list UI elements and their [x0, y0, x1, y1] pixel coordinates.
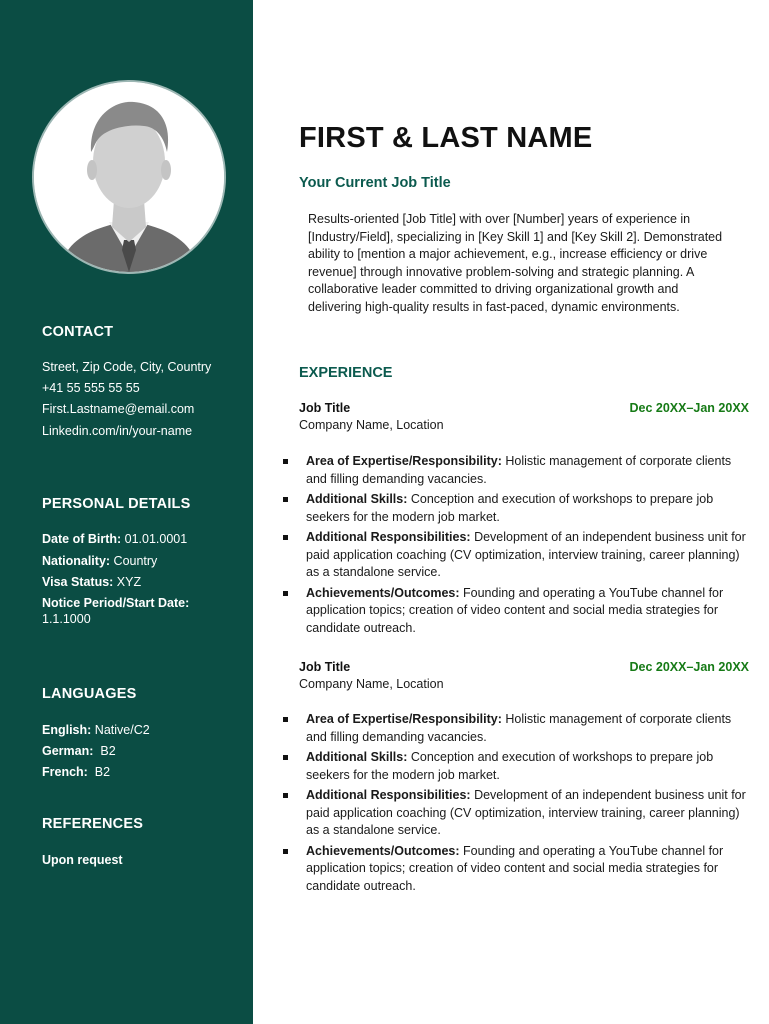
- personal-dob-value: 01.01.0001: [121, 532, 188, 546]
- bullet-label: Additional Responsibilities:: [306, 530, 471, 544]
- bullet-icon: [283, 497, 288, 502]
- contact-address: Street, Zip Code, City, Country: [42, 360, 212, 374]
- job-company: Company Name, Location: [299, 418, 444, 432]
- contact-linkedin: Linkedin.com/in/your-name: [42, 424, 193, 438]
- personal-visa: [42, 574, 242, 590]
- personal-nationality: [42, 553, 242, 569]
- personal-dob: [42, 531, 242, 547]
- sidebar: [0, 0, 253, 1024]
- bullet-icon: [283, 591, 288, 596]
- bullet-text: Holistic management of corporate clients and filling demanding vacancies.: [306, 712, 732, 744]
- language-french-value: B2: [87, 765, 111, 779]
- language-english-value: Native/C2: [91, 723, 150, 737]
- job-company: Company Name, Location: [299, 677, 444, 691]
- personal-visa-label: Visa Status:: [42, 575, 114, 589]
- bullet-text: Founding and operating a YouTube channel for application topics; creation of video content and social media strategies for candidate outreach.: [306, 585, 724, 635]
- profile-photo: [34, 82, 224, 272]
- language-german: [42, 743, 242, 759]
- list-item: [283, 585, 753, 638]
- personal-nationality-value: Country: [110, 554, 158, 568]
- bullet-icon: [283, 717, 288, 722]
- list-item: [283, 843, 753, 896]
- bullet-text: Founding and operating a YouTube channel for application topics; creation of video content and social media strategies for candidate outreach.: [306, 843, 724, 893]
- current-job-title: Your Current Job Title: [299, 175, 451, 191]
- personal-nationality-label: Nationality:: [42, 554, 111, 568]
- personal-details-heading: PERSONAL DETAILS: [42, 496, 191, 512]
- language-french: [42, 764, 242, 780]
- language-english: [42, 722, 242, 738]
- language-german-label: German:: [42, 744, 94, 758]
- bullet-label: Area of Expertise/Responsibility:: [306, 712, 502, 726]
- bullet-text: Development of an independent business unit for paid application coaching (CV optimization, interview training, career planning) as a standalone service.: [306, 530, 746, 579]
- bullet-icon: [283, 849, 288, 854]
- contact-phone: +41 55 555 55 55: [42, 381, 140, 395]
- personal-notice-value: 1.1.1000: [42, 612, 91, 626]
- bullet-label: Achievements/Outcomes:: [306, 843, 460, 858]
- bullet-label: Area of Expertise/Responsibility:: [306, 454, 502, 468]
- list-item: [283, 529, 753, 582]
- bullet-label: Additional Skills:: [306, 492, 408, 506]
- language-french-label: French:: [42, 765, 88, 779]
- experience-heading: EXPERIENCE: [299, 365, 393, 381]
- list-item: [283, 787, 753, 840]
- list-item: [283, 453, 753, 488]
- full-name: FIRST & LAST NAME: [299, 122, 593, 154]
- bullet-text: Conception and execution of workshops to prepare job seekers for the modern job market.: [306, 750, 714, 782]
- job-title: Job Title: [299, 401, 351, 415]
- references-heading: REFERENCES: [42, 816, 144, 832]
- bullet-icon: [283, 535, 288, 540]
- job-bullet-list: [283, 453, 753, 640]
- person-placeholder-icon: [34, 82, 224, 272]
- bullet-icon: [283, 755, 288, 760]
- personal-visa-value: XYZ: [113, 575, 142, 589]
- profile-summary: Results-oriented [Job Title] with over [Number] years of experience in [Industry/Field], specializing in [Key Skill 1] and [Key Skill 2]. Demonstrated ability to [mention a major achievement, e.g., increase efficiency or drive revenue] through innovative problem-solving and strategic planning. A collaborative leader committed to driving organizational growth and delivering high-quality results in fast-paced, dynamic environments.: [308, 212, 723, 314]
- contact-heading: CONTACT: [42, 324, 114, 340]
- list-item: [283, 491, 753, 526]
- bullet-icon: [283, 793, 288, 798]
- bullet-icon: [283, 459, 288, 464]
- personal-notice: [42, 595, 242, 627]
- list-item: [283, 749, 753, 784]
- job-entry: [299, 660, 749, 691]
- language-german-value: B2: [93, 744, 116, 758]
- bullet-label: Achievements/Outcomes:: [306, 585, 460, 600]
- personal-dob-label: Date of Birth:: [42, 532, 122, 546]
- list-item: [283, 711, 753, 746]
- bullet-label: Additional Skills:: [306, 750, 408, 764]
- main-content: [253, 0, 769, 1024]
- bullet-text: Conception and execution of workshops to prepare job seekers for the modern job market.: [306, 492, 714, 524]
- references-text: Upon request: [42, 853, 123, 867]
- personal-notice-label: Notice Period/Start Date:: [42, 596, 190, 610]
- job-entry: [299, 401, 749, 432]
- bullet-text: Development of an independent business unit for paid application coaching (CV optimization, interview training, career planning) as a standalone service.: [306, 788, 746, 837]
- job-date: Dec 20XX–Jan 20XX: [629, 401, 749, 415]
- language-english-label: English:: [42, 723, 92, 737]
- bullet-label: Additional Responsibilities:: [306, 788, 471, 802]
- contact-email: First.Lastname@email.com: [42, 402, 195, 416]
- languages-heading: LANGUAGES: [42, 686, 137, 702]
- job-title: Job Title: [299, 660, 351, 674]
- job-bullet-list: [283, 711, 753, 898]
- job-date: Dec 20XX–Jan 20XX: [629, 660, 749, 674]
- bullet-text: Holistic management of corporate clients and filling demanding vacancies.: [306, 454, 732, 486]
